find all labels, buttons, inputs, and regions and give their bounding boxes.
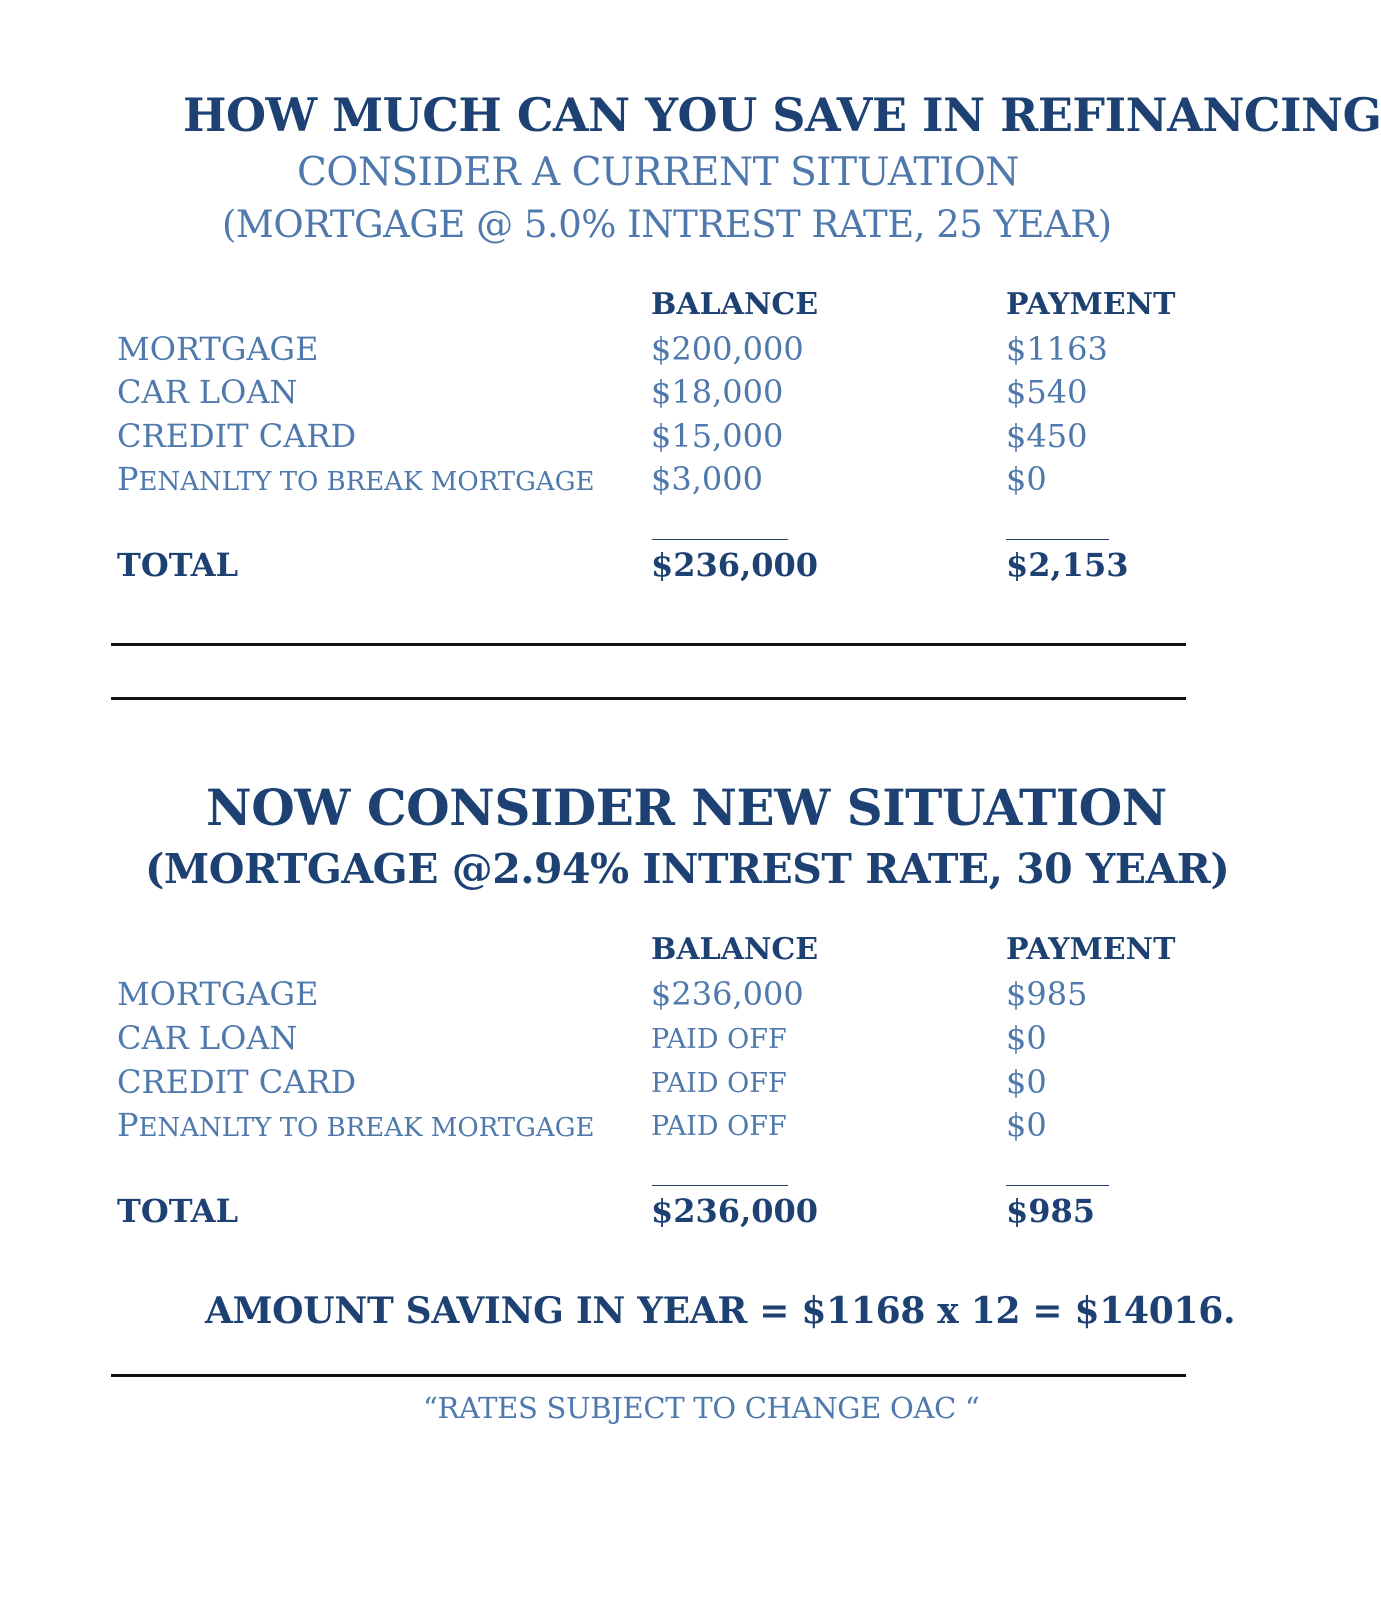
row-balance: $18,000: [651, 373, 784, 411]
row-balance: PAID OFF: [651, 1068, 787, 1099]
payment-sum-line: [1006, 1185, 1109, 1186]
row-label: CAR LOAN: [117, 373, 298, 411]
total-balance: $236,000: [651, 546, 818, 584]
row-balance: PAID OFF: [651, 1111, 787, 1142]
payment-sum-line: [1006, 539, 1109, 540]
row-payment: $0: [1006, 460, 1047, 498]
row-label: CREDIT CARD: [117, 417, 357, 455]
row-label: PENANLTY TO BREAK MORTGAGE: [117, 460, 595, 498]
payment-header: PAYMENT: [1006, 932, 1176, 967]
row-payment: $0: [1006, 1063, 1047, 1101]
row-balance: PAID OFF: [651, 1024, 787, 1055]
current-terms: (MORTGAGE @ 5.0% INTREST RATE, 25 YEAR): [222, 203, 1112, 246]
row-label: MORTGAGE: [117, 330, 319, 368]
new-situation-title: NOW CONSIDER NEW SITUATION: [206, 778, 1167, 837]
divider: [111, 643, 1186, 646]
row-balance: $3,000: [651, 460, 763, 498]
row-payment: $0: [1006, 1019, 1047, 1057]
balance-header: BALANCE: [651, 932, 819, 967]
divider: [111, 697, 1186, 700]
row-payment: $0: [1006, 1106, 1047, 1144]
divider: [111, 1374, 1186, 1377]
row-payment: $1163: [1006, 330, 1108, 368]
row-label: PENANLTY TO BREAK MORTGAGE: [117, 1106, 595, 1144]
row-payment: $450: [1006, 417, 1088, 455]
row-balance: $15,000: [651, 417, 784, 455]
balance-sum-line: [652, 1185, 788, 1186]
page-subtitle: CONSIDER A CURRENT SITUATION: [297, 150, 1019, 195]
row-balance: $200,000: [651, 330, 804, 368]
total-label: TOTAL: [117, 546, 239, 584]
annual-saving: AMOUNT SAVING IN YEAR = $1168 x 12 = $14016.: [205, 1290, 1236, 1332]
balance-sum-line: [652, 539, 788, 540]
payment-header: PAYMENT: [1006, 287, 1176, 322]
row-payment: $985: [1006, 975, 1088, 1013]
total-label: TOTAL: [117, 1192, 239, 1230]
row-label: CAR LOAN: [117, 1019, 298, 1057]
total-payment: $2,153: [1006, 546, 1129, 584]
new-terms: (MORTGAGE @2.94% INTREST RATE, 30 YEAR): [145, 845, 1230, 893]
row-label: MORTGAGE: [117, 975, 319, 1013]
footer-disclaimer: “RATES SUBJECT TO CHANGE OAC “: [423, 1391, 980, 1425]
page-title: HOW MUCH CAN YOU SAVE IN REFINANCING: [183, 88, 1381, 142]
balance-header: BALANCE: [651, 287, 819, 322]
total-payment: $985: [1006, 1192, 1096, 1230]
row-payment: $540: [1006, 373, 1088, 411]
total-balance: $236,000: [651, 1192, 818, 1230]
row-label: CREDIT CARD: [117, 1063, 357, 1101]
row-balance: $236,000: [651, 975, 804, 1013]
